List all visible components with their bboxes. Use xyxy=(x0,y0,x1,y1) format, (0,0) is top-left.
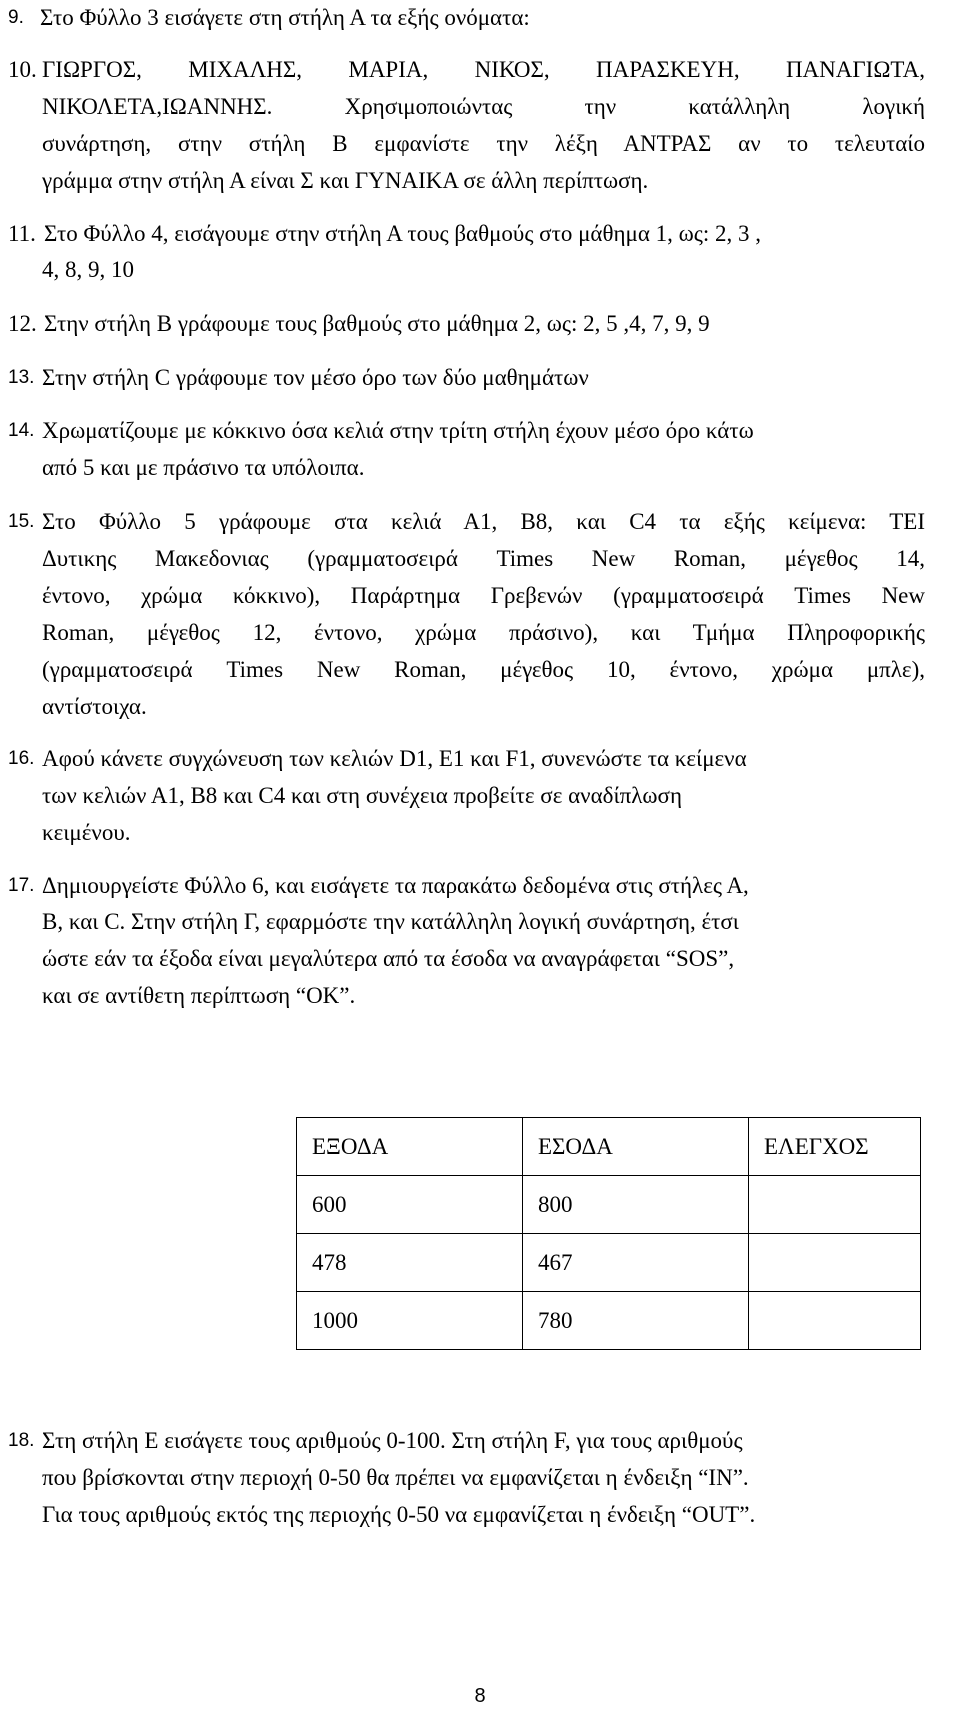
table-cell: 1000 xyxy=(297,1292,523,1350)
item-text: αντίστοιχα. xyxy=(42,694,147,719)
item-text: γράμμα στην στήλη Α είναι Σ και ΓΥΝΑΙΚΑ σε άλλη περίπτωση. xyxy=(42,168,649,193)
page-number: 8 xyxy=(474,1685,486,1707)
item-text: Στο Φύλλο 3 εισάγετε στη στήλη Α τα εξής ονόματα: xyxy=(40,5,530,30)
item-text: 4, 8, 9, 10 xyxy=(42,257,134,282)
table-cell: 780 xyxy=(523,1292,749,1350)
item-text: Στην στήλη C γράφουμε τον μέσο όρο των δύο μαθημάτων xyxy=(42,365,589,390)
table-header-cell: ΕΛΕΓΧΟΣ xyxy=(749,1118,921,1176)
table-cell xyxy=(749,1176,921,1234)
item-text: έντονο, χρώμα κόκκινο), Παράρτημα Γρεβενών (γραμματοσειρά Times New xyxy=(42,583,925,608)
item-text: Στη στήλη Ε εισάγετε τους αριθμούς 0-100. Στη στήλη F, για τους αριθμούς xyxy=(42,1428,743,1453)
table-row xyxy=(297,1176,921,1234)
item-number: 9. xyxy=(8,7,24,28)
item-text: Roman, μέγεθος 12, έντονο, χρώμα πράσινο), και Τμήμα Πληροφορικής xyxy=(42,620,925,645)
item-text: (γραμματοσειρά Times New Roman, μέγεθος 10, έντονο, χρώμα μπλε), xyxy=(42,657,925,682)
item-text: κειμένου. xyxy=(42,820,131,845)
item-text: Στο Φύλλο 4, εισάγουμε στην στήλη Α τους βαθμούς στο μάθημα 1, ως: 2, 3 , xyxy=(44,221,762,246)
table-cell: 800 xyxy=(523,1176,749,1234)
item-number: 15. xyxy=(8,511,35,532)
item-number: 11. xyxy=(8,221,36,246)
item-number: 13. xyxy=(8,367,35,388)
item-text: από 5 και με πράσινο τα υπόλοιπα. xyxy=(42,455,365,480)
item-text: Δημιουργείστε Φύλλο 6, και εισάγετε τα παρακάτω δεδομένα στις στήλες Α, xyxy=(42,873,749,898)
item-text: Στην στήλη Β γράφουμε τους βαθμούς στο μάθημα 2, ως: 2, 5 ,4, 7, 9, 9 xyxy=(44,311,710,336)
item-text: Αφού κάνετε συγχώνευση των κελιών D1, E1 και F1, συνενώστε τα κείμενα xyxy=(42,746,747,771)
item-text: Στο Φύλλο 5 γράφουμε στα κελιά Α1, Β8, και C4 τα εξής κείμενα: ΤΕΙ xyxy=(42,509,925,534)
item-number: 16. xyxy=(8,748,35,769)
item-number: 12. xyxy=(8,311,37,336)
item-text: συνάρτηση, στην στήλη Β εμφανίστε την λέξη ΑΝΤΡΑΣ αν το τελευταίο xyxy=(42,131,925,156)
item-text: Β, και C. Στην στήλη Γ, εφαρμόστε την κατάλληλη λογική συνάρτηση, έτσι xyxy=(42,909,739,934)
item-text: και σε αντίθετη περίπτωση “OK”. xyxy=(42,983,356,1008)
table-cell xyxy=(749,1234,921,1292)
table-cell xyxy=(749,1292,921,1350)
item-text: που βρίσκονται στην περιοχή 0-50 θα πρέπει να εμφανίζεται η ένδειξη “IN”. xyxy=(42,1465,749,1490)
item-text: των κελιών Α1, Β8 και C4 και στη συνέχεια προβείτε σε αναδίπλωση xyxy=(42,783,682,808)
item-text: ΓΙΩΡΓΟΣ, ΜΙΧΑΛΗΣ, ΜΑΡΙΑ, ΝΙΚΟΣ, ΠΑΡΑΣΚΕΥΗ, ΠΑΝΑΓΙΩΤΑ, xyxy=(42,57,925,82)
data-table xyxy=(296,1117,921,1350)
item-number: 14. xyxy=(8,420,35,441)
table-header-cell: ΕΞΟΔΑ xyxy=(297,1118,523,1176)
table-header-cell: ΕΣΟΔΑ xyxy=(523,1118,749,1176)
table-row xyxy=(297,1234,921,1292)
item-text: ΝΙΚΟΛΕΤΑ,ΙΩΑΝΝΗΣ. Χρησιμοποιώντας την κατάλληλη λογική xyxy=(42,94,925,119)
item-text: Δυτικης Μακεδονιας (γραμματοσειρά Times New Roman, μέγεθος 14, xyxy=(42,546,925,571)
table-cell: 467 xyxy=(523,1234,749,1292)
table-row xyxy=(297,1292,921,1350)
table-header-row xyxy=(297,1118,921,1176)
table-cell: 478 xyxy=(297,1234,523,1292)
item-text: Για τους αριθμούς εκτός της περιοχής 0-50 να εμφανίζεται η ένδειξη “OUT”. xyxy=(42,1502,756,1527)
item-number: 10. xyxy=(8,57,37,82)
item-number: 18. xyxy=(8,1430,35,1451)
item-text: ώστε εάν τα έξοδα είναι μεγαλύτερα από τα έσοδα να αναγράφεται “SOS”, xyxy=(42,946,735,971)
item-text: Χρωματίζουμε με κόκκινο όσα κελιά στην τρίτη στήλη έχουν μέσο όρο κάτω xyxy=(42,418,754,443)
table-cell: 600 xyxy=(297,1176,523,1234)
item-number: 17. xyxy=(8,875,35,896)
